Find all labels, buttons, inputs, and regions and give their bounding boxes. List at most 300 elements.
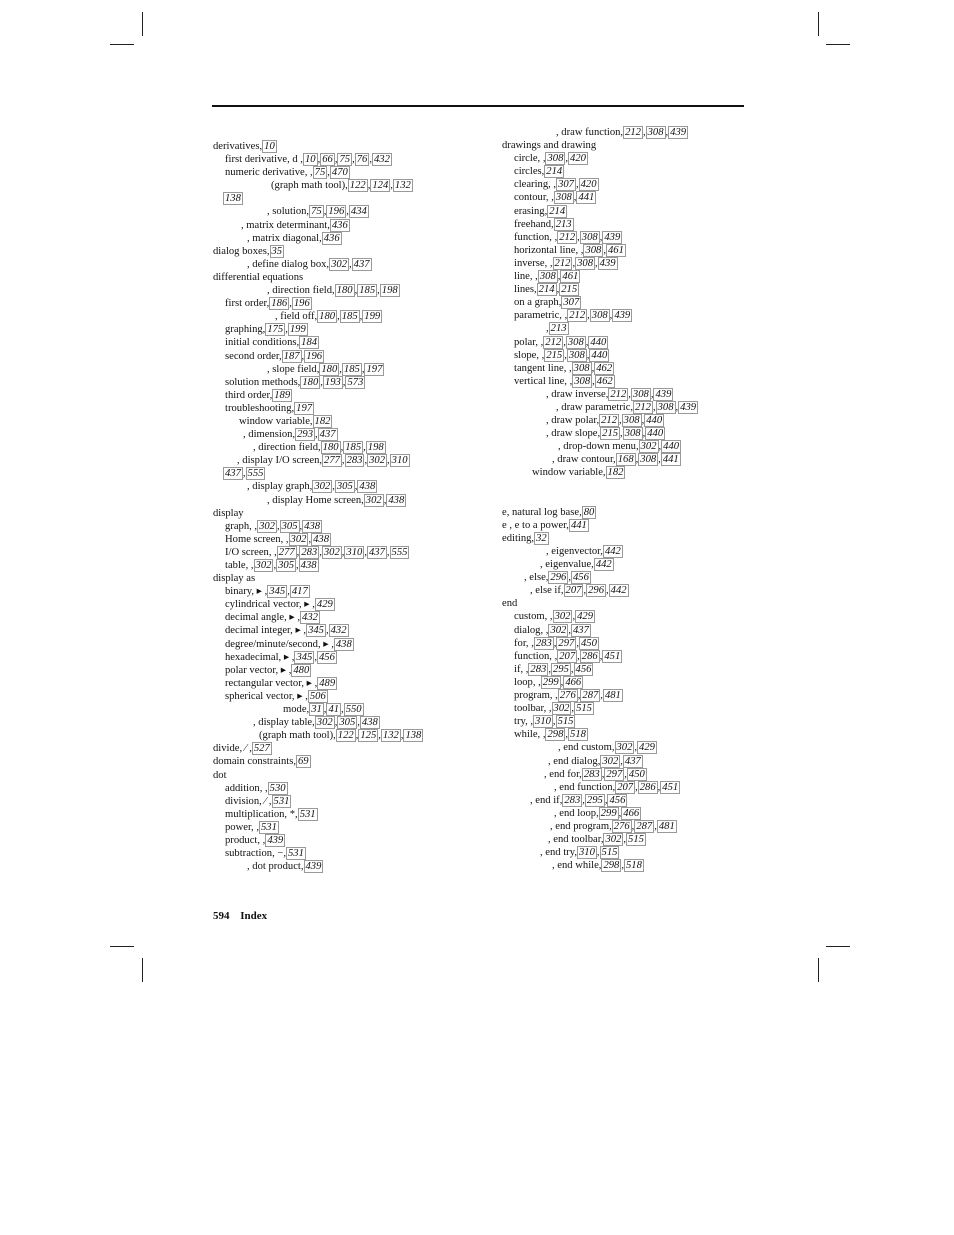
- index-term: , display I/O screen,: [237, 455, 323, 467]
- index-entry: [502, 545, 762, 558]
- page-reference-link[interactable]: 182: [314, 415, 331, 427]
- index-entry: while, , 298 , 518: [514, 729, 586, 741]
- page-reference-link[interactable]: 438: [335, 638, 352, 650]
- page-reference-link[interactable]: 573: [347, 376, 364, 388]
- index-entry: , slope field, 180 , 185 , 197: [267, 363, 383, 375]
- page-reference-link[interactable]: 305: [336, 481, 353, 493]
- page-reference-link[interactable]: 456: [609, 794, 626, 806]
- page-reference-link[interactable]: 308: [591, 310, 608, 322]
- index-entry: [213, 572, 483, 585]
- page-reference-link[interactable]: 276: [559, 690, 576, 702]
- page-reference-link[interactable]: 296: [588, 585, 604, 597]
- page-reference-link[interactable]: 214: [538, 284, 555, 296]
- page-reference-link[interactable]: 215: [602, 428, 619, 440]
- index-term: ,: [546, 323, 549, 335]
- index-entry: contour, , 308 , 441: [514, 192, 595, 204]
- page-reference-link[interactable]: 302: [369, 455, 386, 467]
- page-reference-link[interactable]: 75: [339, 154, 351, 166]
- index-term: power, ,: [225, 821, 259, 833]
- index-term: , dimension,: [243, 429, 296, 441]
- index-term: table, ,: [225, 560, 254, 571]
- page-reference-link[interactable]: 420: [570, 153, 586, 165]
- page-reference-link[interactable]: 213: [555, 218, 572, 230]
- index-term: subtraction, −,: [225, 848, 286, 860]
- page-reference-link[interactable]: 212: [635, 401, 651, 413]
- page-reference-link[interactable]: 439: [670, 127, 687, 138]
- page-reference-link[interactable]: 308: [624, 428, 641, 440]
- index-term: , end loop,: [554, 807, 599, 819]
- page-reference-link[interactable]: 437: [225, 468, 241, 480]
- page-reference-link[interactable]: 432: [330, 625, 347, 637]
- index-term: while, ,: [514, 729, 546, 741]
- page-reference-link[interactable]: 439: [614, 310, 631, 322]
- page-reference-link[interactable]: 297: [558, 637, 575, 649]
- page-reference-link[interactable]: 308: [640, 454, 657, 466]
- index-term: display: [213, 507, 244, 519]
- page-reference-link[interactable]: 302: [255, 560, 272, 571]
- page-reference-link[interactable]: 440: [663, 441, 680, 453]
- page-reference-link[interactable]: 305: [278, 560, 294, 571]
- page-reference-link[interactable]: 438: [388, 494, 405, 506]
- index-term: dialog boxes,: [213, 245, 270, 257]
- page-reference-link[interactable]: 189: [274, 389, 291, 401]
- page-reference-link[interactable]: 308: [632, 388, 649, 400]
- index-term: , direction field,: [267, 285, 335, 297]
- page-reference-link[interactable]: 436: [331, 219, 348, 231]
- page-reference-link[interactable]: 302: [553, 703, 570, 715]
- page-reference-link[interactable]: 213: [550, 323, 567, 335]
- index-term: numeric derivative, ,: [225, 167, 313, 179]
- page-reference-link[interactable]: 439: [305, 861, 322, 873]
- page-reference-link[interactable]: 197: [296, 402, 313, 414]
- page-reference-link[interactable]: 518: [625, 860, 642, 872]
- index-term: , end if,: [530, 794, 563, 806]
- index-term: spherical vector, ▸ ,: [225, 690, 308, 702]
- index-term: circles,: [514, 166, 545, 178]
- page-reference-link[interactable]: 308: [585, 244, 602, 256]
- page-footer: [213, 910, 267, 922]
- page-reference-link[interactable]: 515: [601, 847, 618, 859]
- index-term: I/O screen, ,: [225, 546, 277, 558]
- page-reference-link[interactable]: 207: [565, 585, 582, 597]
- page-reference-link[interactable]: 451: [604, 650, 621, 662]
- page-reference-link[interactable]: 530: [269, 782, 286, 794]
- page-reference-link[interactable]: 439: [599, 257, 616, 269]
- page-reference-link[interactable]: 299: [600, 807, 617, 819]
- page-reference-link[interactable]: 442: [610, 585, 627, 597]
- page-reference-link[interactable]: 302: [616, 742, 633, 754]
- index-entry: [213, 192, 483, 205]
- index-term: rectangular vector, ▸ ,: [225, 677, 318, 689]
- index-term: graphing,: [225, 324, 266, 336]
- index-term: , slope field,: [267, 363, 320, 375]
- index-entry: [502, 506, 762, 519]
- page-reference-link[interactable]: 438: [300, 560, 317, 571]
- index-entry: , draw slope, 215 , 308 , 440: [546, 428, 664, 440]
- page-reference-link[interactable]: 302: [323, 546, 340, 558]
- page-reference-link[interactable]: 310: [578, 847, 595, 859]
- page-reference-link[interactable]: 466: [623, 807, 640, 819]
- page-reference-link[interactable]: 302: [605, 834, 622, 846]
- index-entry: [213, 245, 483, 258]
- index-entry: , draw function, 212 , 308 , 439: [556, 127, 687, 138]
- page-reference-link[interactable]: 283: [346, 455, 363, 467]
- page-reference-link[interactable]: 437: [624, 755, 641, 767]
- page-reference-link[interactable]: 438: [304, 520, 321, 532]
- page-reference-link[interactable]: 515: [557, 716, 574, 728]
- page-reference-link[interactable]: 310: [535, 716, 551, 728]
- page-reference-link[interactable]: 531: [273, 795, 290, 807]
- page-reference-link[interactable]: 186: [271, 298, 288, 310]
- page-reference-link[interactable]: 293: [297, 429, 313, 441]
- index-term: , matrix determinant,: [241, 219, 330, 231]
- page-reference-link[interactable]: 283: [301, 546, 318, 558]
- page-reference-link[interactable]: 439: [680, 401, 697, 413]
- page-reference-link[interactable]: 345: [269, 586, 286, 598]
- page-reference-link[interactable]: 302: [314, 481, 331, 493]
- page-reference-link[interactable]: 180: [319, 311, 336, 323]
- page-reference-link[interactable]: 175: [267, 324, 284, 336]
- page-reference-link[interactable]: 277: [324, 455, 340, 467]
- index-entry: , end for, 283 , 297 , 450: [544, 768, 645, 780]
- page-reference-link[interactable]: 302: [316, 717, 333, 729]
- page-reference-link[interactable]: 432: [302, 612, 318, 624]
- index-entry: , draw inverse, 212 , 308 , 439: [546, 388, 672, 400]
- page-reference-link[interactable]: 440: [647, 428, 664, 440]
- page-reference-link[interactable]: 308: [567, 336, 584, 348]
- page-reference-link[interactable]: 308: [547, 153, 564, 165]
- page-reference-link[interactable]: 531: [288, 848, 304, 860]
- page-reference-link[interactable]: 461: [607, 244, 624, 256]
- page-reference-link[interactable]: 308: [577, 257, 593, 269]
- page-reference-link[interactable]: 302: [365, 494, 382, 506]
- page-reference-link[interactable]: 308: [573, 362, 590, 374]
- index-term: contour, ,: [514, 192, 554, 204]
- page-reference-link[interactable]: 277: [278, 546, 295, 558]
- page-reference-link[interactable]: 287: [582, 690, 599, 702]
- page-reference-link[interactable]: 276: [613, 820, 630, 832]
- page-reference-link[interactable]: 308: [574, 375, 591, 387]
- page-reference-link[interactable]: 185: [341, 311, 358, 323]
- index-term: erasing,: [514, 205, 548, 217]
- index-term: second order,: [225, 350, 282, 362]
- page-reference-link[interactable]: 308: [657, 401, 674, 413]
- page-reference-link[interactable]: 308: [568, 349, 585, 361]
- page-reference-link[interactable]: 531: [261, 821, 277, 833]
- page-reference-link[interactable]: 212: [601, 415, 618, 427]
- index-term: , draw function,: [556, 127, 624, 138]
- page-reference-link[interactable]: 481: [604, 690, 621, 702]
- page-reference-link[interactable]: 295: [586, 794, 603, 806]
- page-reference-link[interactable]: 215: [546, 349, 563, 361]
- page-reference-link[interactable]: 212: [554, 257, 571, 269]
- page-reference-link[interactable]: 187: [283, 350, 300, 362]
- page-reference-link[interactable]: 297: [606, 768, 623, 780]
- page-reference-link[interactable]: 35: [271, 245, 283, 257]
- index-entry: graph, , 302 , 305 , 438: [225, 520, 321, 532]
- page-reference-link[interactable]: 302: [290, 533, 307, 545]
- page-reference-link[interactable]: 555: [247, 468, 264, 480]
- page-reference-link[interactable]: 302: [602, 755, 619, 767]
- index-term: , draw inverse,: [546, 388, 609, 400]
- page-reference-link[interactable]: 480: [293, 664, 310, 676]
- index-entry: , end dialog, 302 , 437: [548, 755, 641, 767]
- page-reference-link[interactable]: 185: [345, 442, 362, 454]
- page-reference-link[interactable]: 450: [628, 768, 645, 780]
- page-reference-link[interactable]: 456: [575, 663, 592, 675]
- page-reference-link[interactable]: 286: [639, 781, 656, 793]
- page-reference-link[interactable]: 302: [259, 520, 275, 532]
- page-reference-link[interactable]: 439: [267, 834, 284, 846]
- page-number: 594: [213, 910, 230, 922]
- page-reference-link[interactable]: 308: [555, 192, 572, 204]
- page-reference-link[interactable]: 440: [590, 336, 607, 348]
- index-entry: parametric, , 212 , 308 , 439: [514, 310, 631, 322]
- index-term: , field off,: [275, 311, 318, 323]
- index-term: first order,: [225, 298, 270, 310]
- index-term: cylindrical vector, ▸ ,: [225, 599, 315, 611]
- page-reference-link[interactable]: 75: [314, 167, 326, 179]
- page-reference-link[interactable]: 308: [581, 231, 598, 243]
- page-reference-link[interactable]: 199: [364, 311, 381, 323]
- page-reference-link[interactable]: 76: [356, 154, 368, 166]
- page-reference-link[interactable]: 138: [405, 730, 422, 742]
- page-reference-link[interactable]: 286: [581, 650, 598, 662]
- page-reference-link[interactable]: 442: [595, 559, 612, 571]
- index-entry: [213, 402, 483, 415]
- page-reference-link[interactable]: 125: [360, 730, 377, 742]
- page-reference-link[interactable]: 75: [311, 206, 322, 218]
- page-reference-link[interactable]: 417: [291, 586, 308, 598]
- page-reference-link[interactable]: 450: [580, 637, 597, 649]
- page-reference-link[interactable]: 207: [617, 781, 634, 793]
- page-reference-link[interactable]: 432: [373, 154, 390, 166]
- page-reference-link[interactable]: 132: [394, 180, 411, 192]
- index-entry: , direction field, 180 , 185 , 198: [253, 442, 384, 454]
- page-reference-link[interactable]: 302: [640, 441, 657, 453]
- page-reference-link[interactable]: 212: [545, 336, 562, 348]
- page-reference-link[interactable]: 305: [339, 717, 356, 729]
- page-reference-link[interactable]: 434: [350, 206, 367, 218]
- page-reference-link[interactable]: 489: [319, 677, 336, 689]
- page-reference-link[interactable]: 212: [625, 127, 641, 138]
- page-reference-link[interactable]: 212: [610, 388, 627, 400]
- page-reference-link[interactable]: 466: [565, 676, 582, 688]
- page-reference-link[interactable]: 470: [331, 167, 348, 179]
- page-reference-link[interactable]: 122: [337, 730, 354, 742]
- page-reference-link[interactable]: 132: [382, 730, 399, 742]
- page-reference-link[interactable]: 527: [253, 743, 270, 755]
- index-entry: , display table, 302 , 305 , 438: [253, 717, 378, 729]
- page-reference-link[interactable]: 41: [328, 704, 340, 716]
- page-reference-link[interactable]: 307: [563, 297, 580, 309]
- page-reference-link[interactable]: 295: [552, 663, 569, 675]
- index-entry: , end custom, 302 , 429: [558, 742, 655, 754]
- index-term: , else,: [524, 572, 549, 584]
- page-reference-link[interactable]: 299: [542, 676, 559, 688]
- crop-mark-top-right-h: [826, 44, 850, 45]
- page-reference-link[interactable]: 180: [302, 376, 319, 388]
- page-reference-link[interactable]: 506: [309, 690, 326, 702]
- page-reference-link[interactable]: 66: [322, 154, 333, 166]
- page-reference-link[interactable]: 184: [301, 337, 318, 349]
- index-term: program, ,: [514, 690, 558, 702]
- index-entry: inverse, , 212 , 308 , 439: [514, 257, 616, 269]
- index-entry: , display Home screen, 302 , 438: [267, 494, 405, 506]
- page-reference-link[interactable]: 180: [322, 442, 339, 454]
- index-entry: , else if, 207 , 296 , 442: [530, 585, 627, 597]
- page-reference-link[interactable]: 69: [297, 756, 309, 768]
- page-reference-link[interactable]: 555: [391, 546, 408, 558]
- page-reference-link[interactable]: 438: [359, 481, 376, 493]
- page-reference-link[interactable]: 212: [569, 310, 586, 322]
- page-reference-link[interactable]: 193: [324, 376, 341, 388]
- page-reference-link[interactable]: 185: [359, 285, 376, 297]
- page-reference-link[interactable]: 283: [535, 637, 552, 649]
- page-reference-link[interactable]: 437: [368, 546, 385, 558]
- page-reference-link[interactable]: 296: [550, 572, 567, 584]
- page-reference-link[interactable]: 196: [306, 350, 323, 362]
- page-reference-link[interactable]: 531: [299, 808, 316, 820]
- page-reference-link[interactable]: 441: [662, 454, 679, 466]
- page-reference-link[interactable]: 345: [296, 651, 313, 663]
- page-reference-link[interactable]: 80: [583, 506, 595, 518]
- page-reference-link[interactable]: 10: [304, 154, 316, 166]
- index-entry: (graph math tool), 122 , 124 , 132: [271, 180, 411, 192]
- page-reference-link[interactable]: 345: [308, 625, 324, 637]
- index-entry: vertical line, , 308 , 462: [514, 375, 613, 387]
- page-reference-link[interactable]: 32: [536, 532, 547, 544]
- page-reference-link[interactable]: 214: [546, 166, 563, 178]
- index-entry: [213, 140, 483, 153]
- page-reference-link[interactable]: 456: [572, 572, 589, 584]
- page-reference-link[interactable]: 441: [578, 192, 595, 204]
- page-reference-link[interactable]: 442: [604, 546, 621, 557]
- page-reference-link[interactable]: 437: [319, 429, 336, 441]
- page-reference-link[interactable]: 215: [561, 284, 578, 296]
- page-reference-link[interactable]: 283: [564, 794, 581, 806]
- page-reference-link[interactable]: 437: [572, 624, 589, 636]
- page-reference-link[interactable]: 550: [345, 704, 362, 716]
- page-reference-link[interactable]: 436: [323, 232, 340, 244]
- index-entry: [213, 389, 483, 402]
- page-reference-link[interactable]: 308: [623, 415, 640, 427]
- page-reference-link[interactable]: 185: [343, 363, 360, 375]
- page-reference-link[interactable]: 429: [316, 599, 333, 611]
- page-reference-link[interactable]: 283: [583, 768, 600, 780]
- page-reference-link[interactable]: 515: [576, 703, 592, 715]
- page-reference-link[interactable]: 481: [658, 820, 675, 832]
- crop-mark-bottom-left-h: [110, 946, 134, 947]
- page-reference-link[interactable]: 287: [636, 820, 653, 832]
- page-reference-link[interactable]: 515: [628, 834, 644, 846]
- index-entry: polar, , 212 , 308 , 440: [514, 336, 607, 348]
- index-entry: 437 , 555: [225, 468, 264, 480]
- page-reference-link[interactable]: 298: [547, 729, 564, 741]
- page-reference-link[interactable]: 196: [293, 298, 310, 310]
- page-reference-link[interactable]: 180: [336, 285, 353, 297]
- page-reference-link[interactable]: 302: [550, 624, 567, 636]
- page-reference-link[interactable]: 439: [655, 388, 672, 400]
- page-reference-link[interactable]: 462: [596, 375, 613, 387]
- page-reference-link[interactable]: 310: [346, 546, 363, 558]
- page-reference-link[interactable]: 168: [617, 454, 634, 466]
- index-entry: toolbar, , 302 , 515: [514, 703, 592, 715]
- index-term: solution methods,: [225, 376, 301, 388]
- page-reference-link[interactable]: 214: [549, 205, 566, 217]
- index-entry: [502, 558, 762, 571]
- page-reference-link[interactable]: 440: [646, 415, 663, 427]
- index-entry: , end toolbar, 302 , 515: [548, 834, 644, 846]
- page-reference-link[interactable]: 10: [264, 141, 275, 152]
- page-reference-link[interactable]: 302: [554, 611, 571, 623]
- page-reference-link[interactable]: 462: [596, 362, 613, 374]
- index-entry: program, , 276 , 287 , 481: [514, 690, 621, 702]
- index-term: division, ⁄ ,: [225, 795, 272, 807]
- page-reference-link[interactable]: 518: [570, 729, 586, 741]
- page-reference-link[interactable]: 197: [366, 363, 383, 375]
- index-entry: , solution, 75 , 196 , 434: [267, 206, 367, 218]
- page-reference-link[interactable]: 438: [361, 717, 378, 729]
- index-entry: Home screen, , 302 , 438: [225, 533, 329, 545]
- page-reference-link[interactable]: 420: [580, 179, 597, 191]
- page-reference-link[interactable]: 212: [559, 231, 576, 243]
- page-reference-link[interactable]: 451: [662, 781, 679, 793]
- page-reference-link[interactable]: 439: [604, 231, 621, 243]
- index-entry: clearing, , 307 , 420: [514, 179, 597, 191]
- page-reference-link[interactable]: 182: [607, 467, 624, 479]
- page-reference-link[interactable]: 437: [353, 258, 370, 270]
- index-term: (graph math tool),: [259, 730, 336, 742]
- page-reference-link[interactable]: 429: [577, 611, 593, 623]
- page-reference-link[interactable]: 298: [603, 860, 620, 872]
- page-reference-link[interactable]: 305: [281, 520, 298, 532]
- page-reference-link[interactable]: 441: [570, 519, 587, 531]
- page-reference-link[interactable]: 310: [391, 455, 408, 467]
- page-reference-link[interactable]: 456: [319, 651, 335, 663]
- page-reference-link[interactable]: 308: [539, 271, 556, 283]
- page-reference-link[interactable]: 302: [331, 258, 347, 270]
- index-term: product, ,: [225, 834, 266, 846]
- page-reference-link[interactable]: 199: [289, 324, 306, 336]
- index-term: , else if,: [530, 585, 564, 597]
- page-reference-link[interactable]: 283: [530, 663, 547, 675]
- index-entry: [213, 795, 483, 808]
- page-reference-link[interactable]: 308: [647, 127, 664, 138]
- index-term: loop, ,: [514, 676, 541, 688]
- page-reference-link[interactable]: 122: [349, 180, 366, 192]
- page-reference-link[interactable]: 138: [225, 193, 241, 205]
- page-reference-link[interactable]: 31: [311, 704, 322, 716]
- page-reference-link[interactable]: 429: [639, 742, 655, 754]
- page-reference-link[interactable]: 180: [321, 363, 338, 375]
- index-term: clearing, ,: [514, 179, 557, 191]
- page-reference-link[interactable]: 198: [381, 285, 398, 297]
- page-reference-link[interactable]: 461: [562, 271, 579, 283]
- page-reference-link[interactable]: 440: [591, 349, 608, 361]
- page-reference-link[interactable]: 438: [313, 533, 329, 545]
- page-reference-link[interactable]: 307: [558, 179, 574, 191]
- index-entry: , display I/O screen, 277 , 283 , 302 , 310: [237, 455, 408, 467]
- page-reference-link[interactable]: 124: [372, 180, 389, 192]
- page-reference-link[interactable]: 196: [328, 206, 345, 218]
- page-reference-link[interactable]: 207: [559, 650, 576, 662]
- index-entry: line, , 308 , 461: [514, 271, 579, 283]
- page-reference-link[interactable]: 198: [367, 442, 384, 454]
- index-entry: slope, , 215 , 308 , 440: [514, 349, 608, 361]
- index-entry: [213, 677, 483, 690]
- index-entry: [213, 821, 483, 834]
